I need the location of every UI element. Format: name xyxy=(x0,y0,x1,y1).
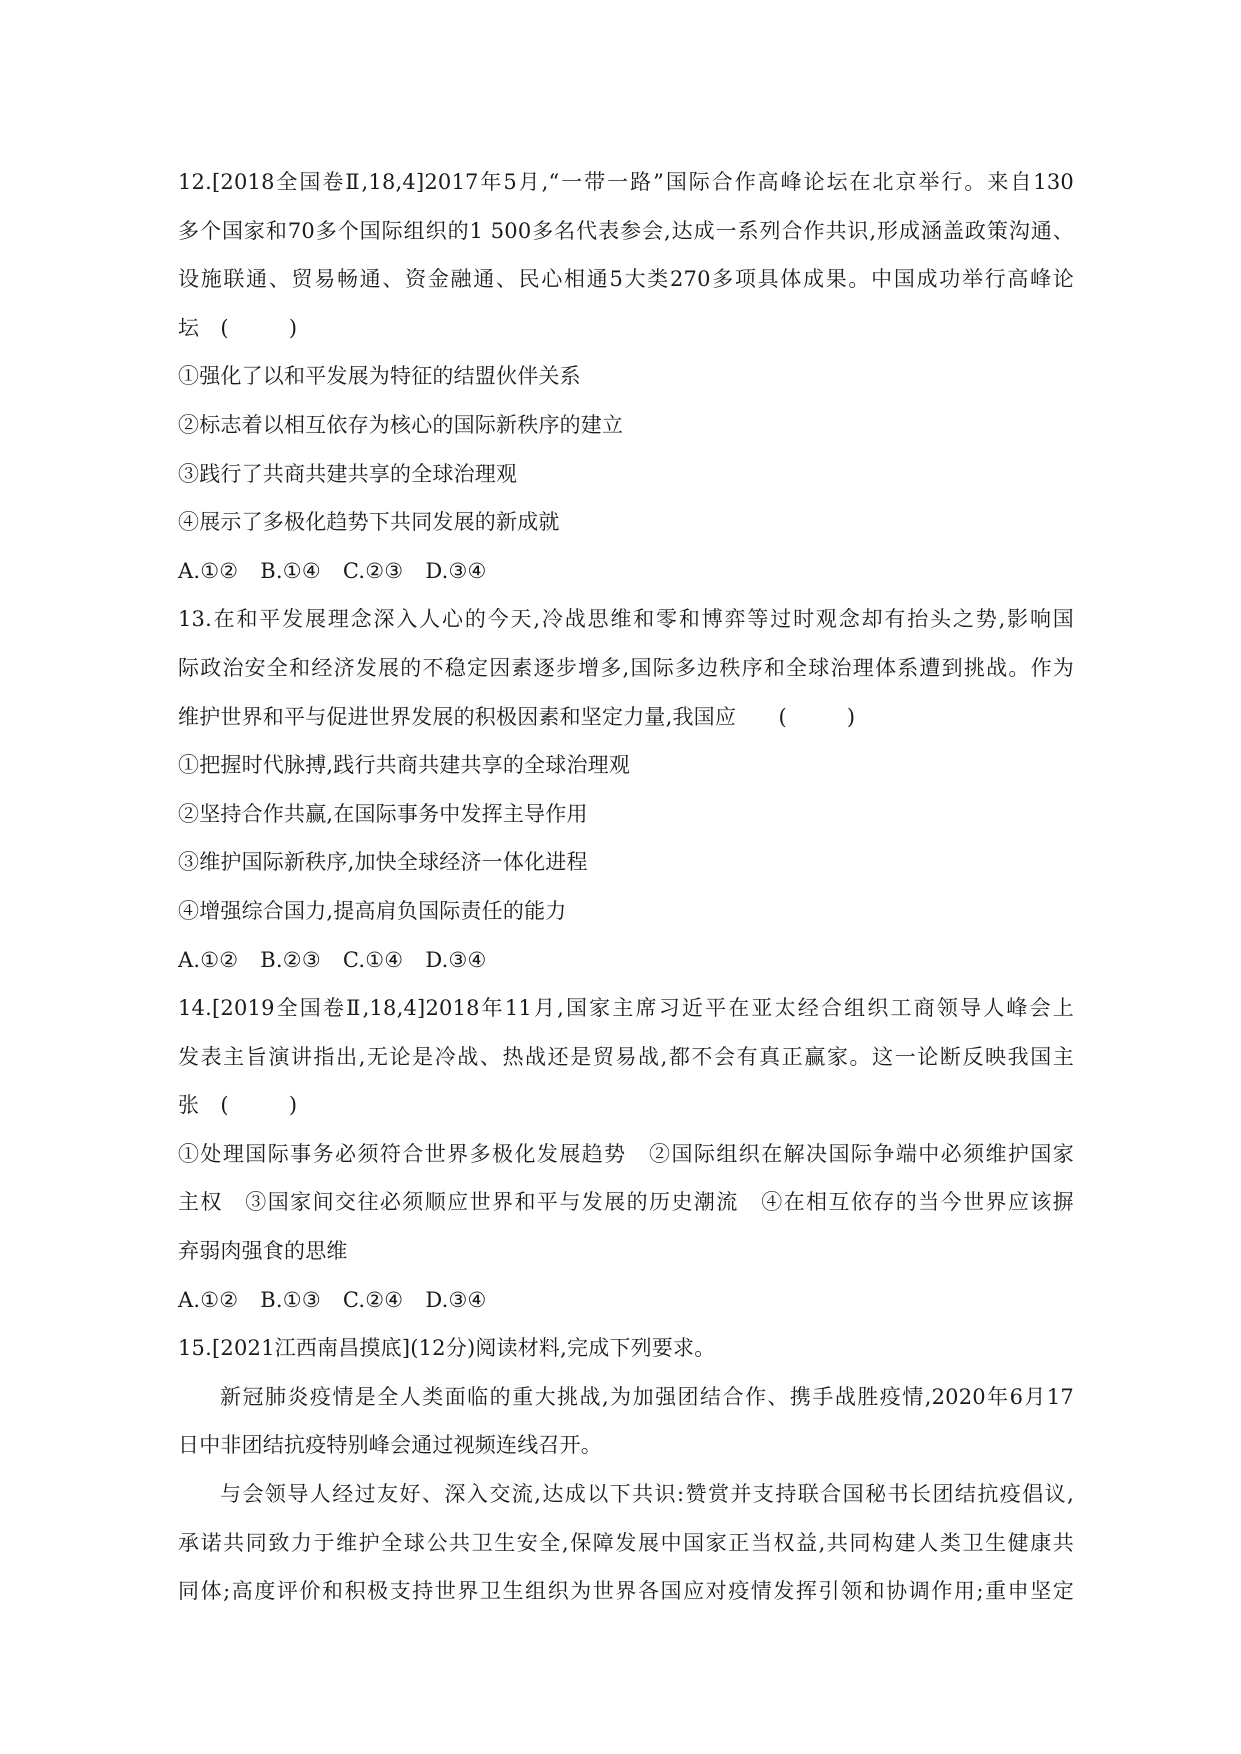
question-13 xyxy=(178,595,1074,984)
option-a: A.①② xyxy=(178,947,239,972)
question-text-end: 张 xyxy=(178,1093,200,1118)
answer-paren-open: ( xyxy=(778,704,787,729)
material-paragraph-line: 与会领导人经过友好、深入交流,达成以下共识:赞赏并支持联合国秘书长团结抗疫倡议, xyxy=(220,1482,1074,1507)
question-text-end: 维护世界和平与促进世界发展的积极因素和坚定力量,我国应 xyxy=(178,704,737,729)
question-text-line: 际政治安全和经济发展的不稳定因素逐步增多,国际多边秩序和全球治理体系遭到挑战。作为 xyxy=(178,655,1074,680)
choice-item: ②标志着以相互依存为核心的国际新秩序的建立 xyxy=(178,412,624,437)
question-text-last-line xyxy=(178,1081,1074,1130)
material-paragraph-last-line: 日中非团结抗疫特别峰会通过视频连线召开。 xyxy=(178,1433,602,1458)
answer-paren-close: ) xyxy=(288,315,298,340)
option-b: B.①④ xyxy=(260,558,321,583)
option-b: B.②③ xyxy=(260,947,321,972)
choice-item: ③践行了共商共建共享的全球治理观 xyxy=(178,461,518,486)
option-d: D.③④ xyxy=(425,1287,487,1312)
answer-options xyxy=(178,547,1074,596)
choice-item: ④展示了多极化趋势下共同发展的新成就 xyxy=(178,510,560,535)
question-text-line: 14.[2019全国卷Ⅱ,18,4]2018年11月,国家主席习近平在亚太经合组织工商领导人峰会上 xyxy=(178,996,1074,1021)
question-text-line: 12.[2018全国卷Ⅱ,18,4]2017年5月,“一带一路”国际合作高峰论坛在北京举行。来自130 xyxy=(178,170,1074,194)
question-text-line: 13.在和平发展理念深入人心的今天,冷战思维和零和博弈等过时观念却有抬头之势,影响国 xyxy=(178,607,1074,632)
choice-item: ②坚持合作共赢,在国际事务中发挥主导作用 xyxy=(178,801,588,826)
material-paragraph-line: 承诺共同致力于维护全球公共卫生安全,保障发展中国家正当权益,共同构建人类卫生健康共 xyxy=(178,1530,1074,1555)
option-d: D.③④ xyxy=(425,558,487,583)
choice-item: ③维护国际新秩序,加快全球经济一体化进程 xyxy=(178,850,588,875)
choice-item: ①把握时代脉搏,践行共商共建共享的全球治理观 xyxy=(178,753,631,778)
answer-paren-close: ) xyxy=(846,704,856,729)
choice-item: ①强化了以和平发展为特征的结盟伙伴关系 xyxy=(178,364,581,389)
option-b: B.①③ xyxy=(260,1287,321,1312)
choice-items-last-line: 弃弱肉强食的思维 xyxy=(178,1239,348,1264)
answer-paren-open: ( xyxy=(220,1093,229,1118)
answer-paren-close: ) xyxy=(288,1093,298,1118)
question-text-line: 发表主旨演讲指出,无论是冷战、热战还是贸易战,都不会有真正赢家。这一论断反映我国主 xyxy=(178,1044,1074,1069)
question-15 xyxy=(178,1324,1074,1616)
question-14 xyxy=(178,984,1074,1324)
material-paragraph-line: 新冠肺炎疫情是全人类面临的重大挑战,为加强团结合作、携手战胜疫情,2020年6月17 xyxy=(220,1384,1074,1409)
option-c: C.①④ xyxy=(342,947,404,972)
question-12 xyxy=(178,158,1074,595)
option-c: C.②③ xyxy=(342,558,404,583)
material-paragraph-line: 同体;高度评价和积极支持世界卫生组织为世界各国应对疫情发挥引领和协调作用;重申坚定 xyxy=(178,1579,1074,1604)
option-c: C.②④ xyxy=(342,1287,404,1312)
choice-item: ④增强综合国力,提高肩负国际责任的能力 xyxy=(178,898,567,923)
question-title: 15.[2021江西南昌摸底](12分)阅读材料,完成下列要求。 xyxy=(178,1336,716,1361)
question-text-end: 坛 xyxy=(178,315,200,340)
question-text-line: 设施联通、贸易畅通、资金融通、民心相通5大类270多项具体成果。中国成功举行高峰论 xyxy=(178,267,1074,292)
choice-items-line: 主权 ③国家间交往必须顺应世界和平与发展的历史潮流 ④在相互依存的当今世界应该摒 xyxy=(178,1190,1074,1215)
answer-options xyxy=(178,1276,1074,1325)
answer-options xyxy=(178,936,1074,985)
option-a: A.①② xyxy=(178,1287,239,1312)
document-page xyxy=(178,158,1074,1616)
answer-paren-open: ( xyxy=(220,315,229,340)
question-text-last-line xyxy=(178,304,1074,353)
option-d: D.③④ xyxy=(425,947,487,972)
question-text-last-line xyxy=(178,693,1074,742)
question-text-line: 多个国家和70多个国际组织的1 500多名代表参会,达成一系列合作共识,形成涵盖政策沟通、 xyxy=(178,218,1074,243)
option-a: A.①② xyxy=(178,558,239,583)
choice-items-line: ①处理国际事务必须符合世界多极化发展趋势 ②国际组织在解决国际争端中必须维护国家 xyxy=(178,1141,1074,1166)
